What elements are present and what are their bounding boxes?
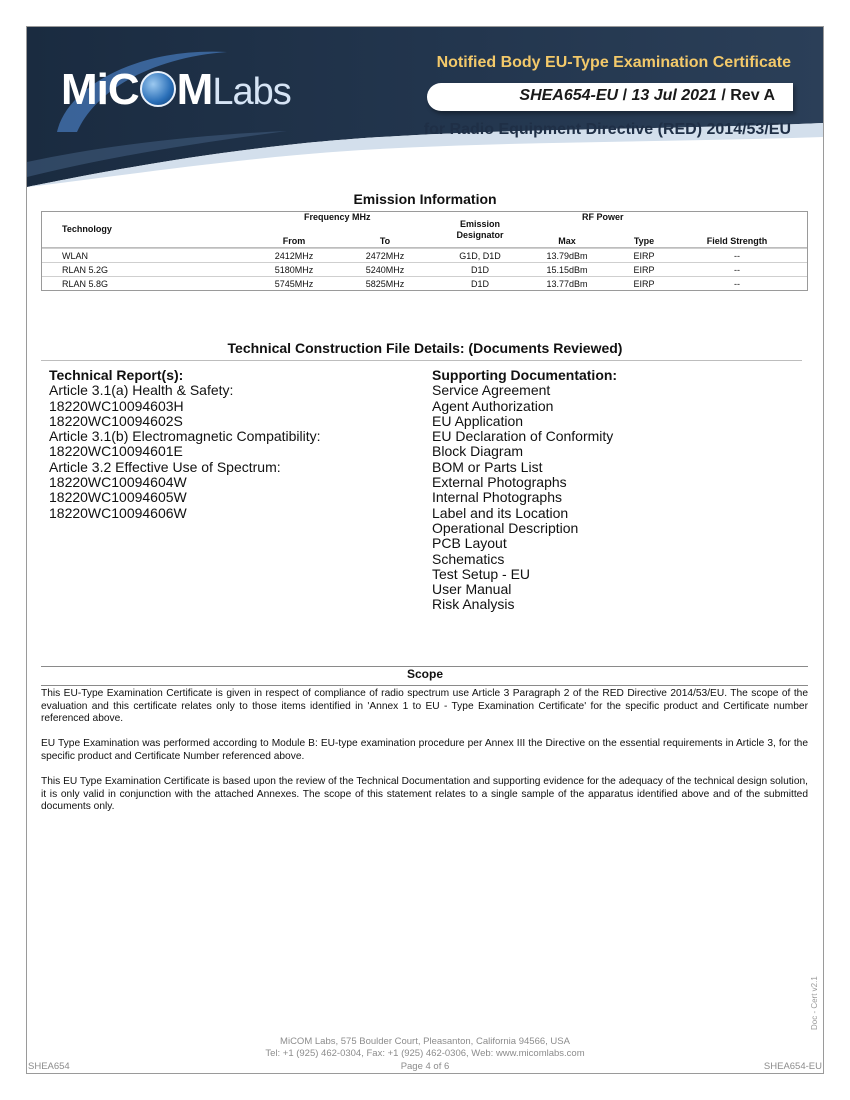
emission-table (41, 211, 808, 291)
certificate-title: Notified Body EU-Type Examination Certificate (436, 54, 791, 71)
list-item: Agent Authorization (432, 397, 554, 414)
certificate-revision: Rev A (730, 87, 775, 104)
divider (41, 360, 802, 361)
header-type: Type (633, 236, 655, 246)
list-item: Operational Description (432, 519, 579, 536)
header-to: To (379, 236, 391, 246)
list-item: EU Declaration of Conformity (432, 428, 614, 445)
scope-paragraph: This EU Type Examination Certificate is based upon the review of the Technical Documentation and supporting evidence for the adequacy of the technical design solution, it is only valid in conjunction with the attached Annexes. The scope of this statement relates to a single sample of the apparatus identified above and of the submitted documents only. (41, 776, 808, 813)
certificate-number: SHEA654-EU (519, 87, 619, 104)
header-rf-power: RF Power (582, 212, 624, 222)
header-field-strength: Field Strength (706, 236, 768, 246)
certificate-date: 13 Jul 2021 (631, 87, 717, 104)
technical-reports-heading: Technical Report(s): (49, 367, 184, 383)
globe-icon (140, 71, 176, 107)
list-item: Test Setup - EU (432, 565, 531, 582)
list-item: PCB Layout (432, 535, 507, 552)
document-version-tag: Doc - Cert v2.1 (810, 976, 819, 1030)
list-item: 18220WC10094605W (49, 489, 187, 506)
list-item: Label and its Location (432, 504, 569, 521)
footer-page-number: Page 4 of 6 (400, 1061, 450, 1072)
list-item: Article 3.2 Effective Use of Spectrum: (49, 458, 281, 475)
footer-address: MiCOM Labs, 575 Boulder Court, Pleasanton, California 94566, USA (280, 1036, 570, 1047)
list-item: 18220WC10094606W (49, 504, 187, 521)
list-item: 18220WC10094601E (49, 443, 183, 460)
certificate-reference: SHEA654-EU / 13 Jul 2021 / Rev A (519, 87, 775, 104)
scope-paragraph: EU Type Examination was performed according to Module B: EU-type examination procedure per Annex III the Directive on the essential requirements in Article 3, for the specific product and Certificate Number referenced above. (41, 738, 808, 762)
header-emission: Emission (459, 219, 500, 229)
certificate-reference-box (427, 83, 793, 111)
list-item: BOM or Parts List (432, 458, 543, 475)
list-item: EU Application (432, 412, 524, 429)
supporting-documentation-column (432, 368, 792, 613)
divider (41, 685, 808, 686)
list-item: Internal Photographs (432, 489, 562, 506)
header-max: Max (558, 236, 576, 246)
list-item: Schematics (432, 550, 505, 567)
list-item: Risk Analysis (432, 596, 515, 613)
scope-section-title: Scope (406, 667, 443, 681)
footer-contact: Tel: +1 (925) 462-0304, Fax: +1 (925) 462-0306, Web: www.micomlabs.com (265, 1048, 585, 1059)
directive-title: for Radio Equipment Directive (RED) 2014/53/EU (423, 121, 791, 138)
scope-paragraph: This EU-Type Examination Certificate is given in respect of compliance of radio spectrum use Article 3 Paragraph 2 of the RED Directive 2014/53/EU. The scope of the evaluation and this certificate relates only to those items identified in 'Annex 1 to EU - Type Examination Certificate' for the specific product and Certificate number referenced above. (41, 688, 808, 725)
list-item: Article 3.1(b) Electromagnetic Compatibility: (49, 428, 321, 445)
list-item: 18220WC10094604W (49, 474, 187, 491)
table-row: RLAN 5.8G 5745MHz 5825MHz D1D 13.77dBm EIRP -- (42, 276, 807, 290)
header-technology: Technology (62, 224, 112, 234)
header-from: From (282, 236, 306, 246)
supporting-documentation-heading: Supporting Documentation: (432, 367, 618, 383)
list-item: 18220WC10094603H (49, 397, 184, 414)
scope-text (41, 688, 808, 827)
list-item: Service Agreement (432, 382, 551, 399)
technical-reports-column (49, 368, 409, 521)
table-row: RLAN 5.2G 5180MHz 5240MHz D1D 15.15dBm EIRP -- (42, 262, 807, 276)
emission-section-title: Emission Information (353, 191, 497, 207)
header-frequency: Frequency MHz (304, 212, 371, 222)
emission-table-header (42, 212, 807, 248)
list-item: Article 3.1(a) Health & Safety: (49, 382, 234, 399)
header-designator: Designator (456, 230, 504, 240)
list-item: 18220WC10094602S (49, 412, 183, 429)
list-item: External Photographs (432, 474, 567, 491)
list-item: User Manual (432, 581, 512, 598)
tcf-section-title: Technical Construction File Details: (Documents Reviewed) (227, 340, 623, 356)
footer-left-code: SHEA654 (28, 1061, 70, 1072)
certificate-header: MiC MLabs Notified Body EU-Type Examination Certificate SHEA654-EU / 13 Jul 2021 / Rev A for Radio Equipment Directive (RED) 2014/53/EU (27, 27, 823, 187)
list-item: Block Diagram (432, 443, 524, 460)
table-row: WLAN 2412MHz 2472MHz G1D, D1D 13.79dBm EIRP -- (42, 248, 807, 262)
footer-right-code: SHEA654-EU (763, 1061, 822, 1072)
